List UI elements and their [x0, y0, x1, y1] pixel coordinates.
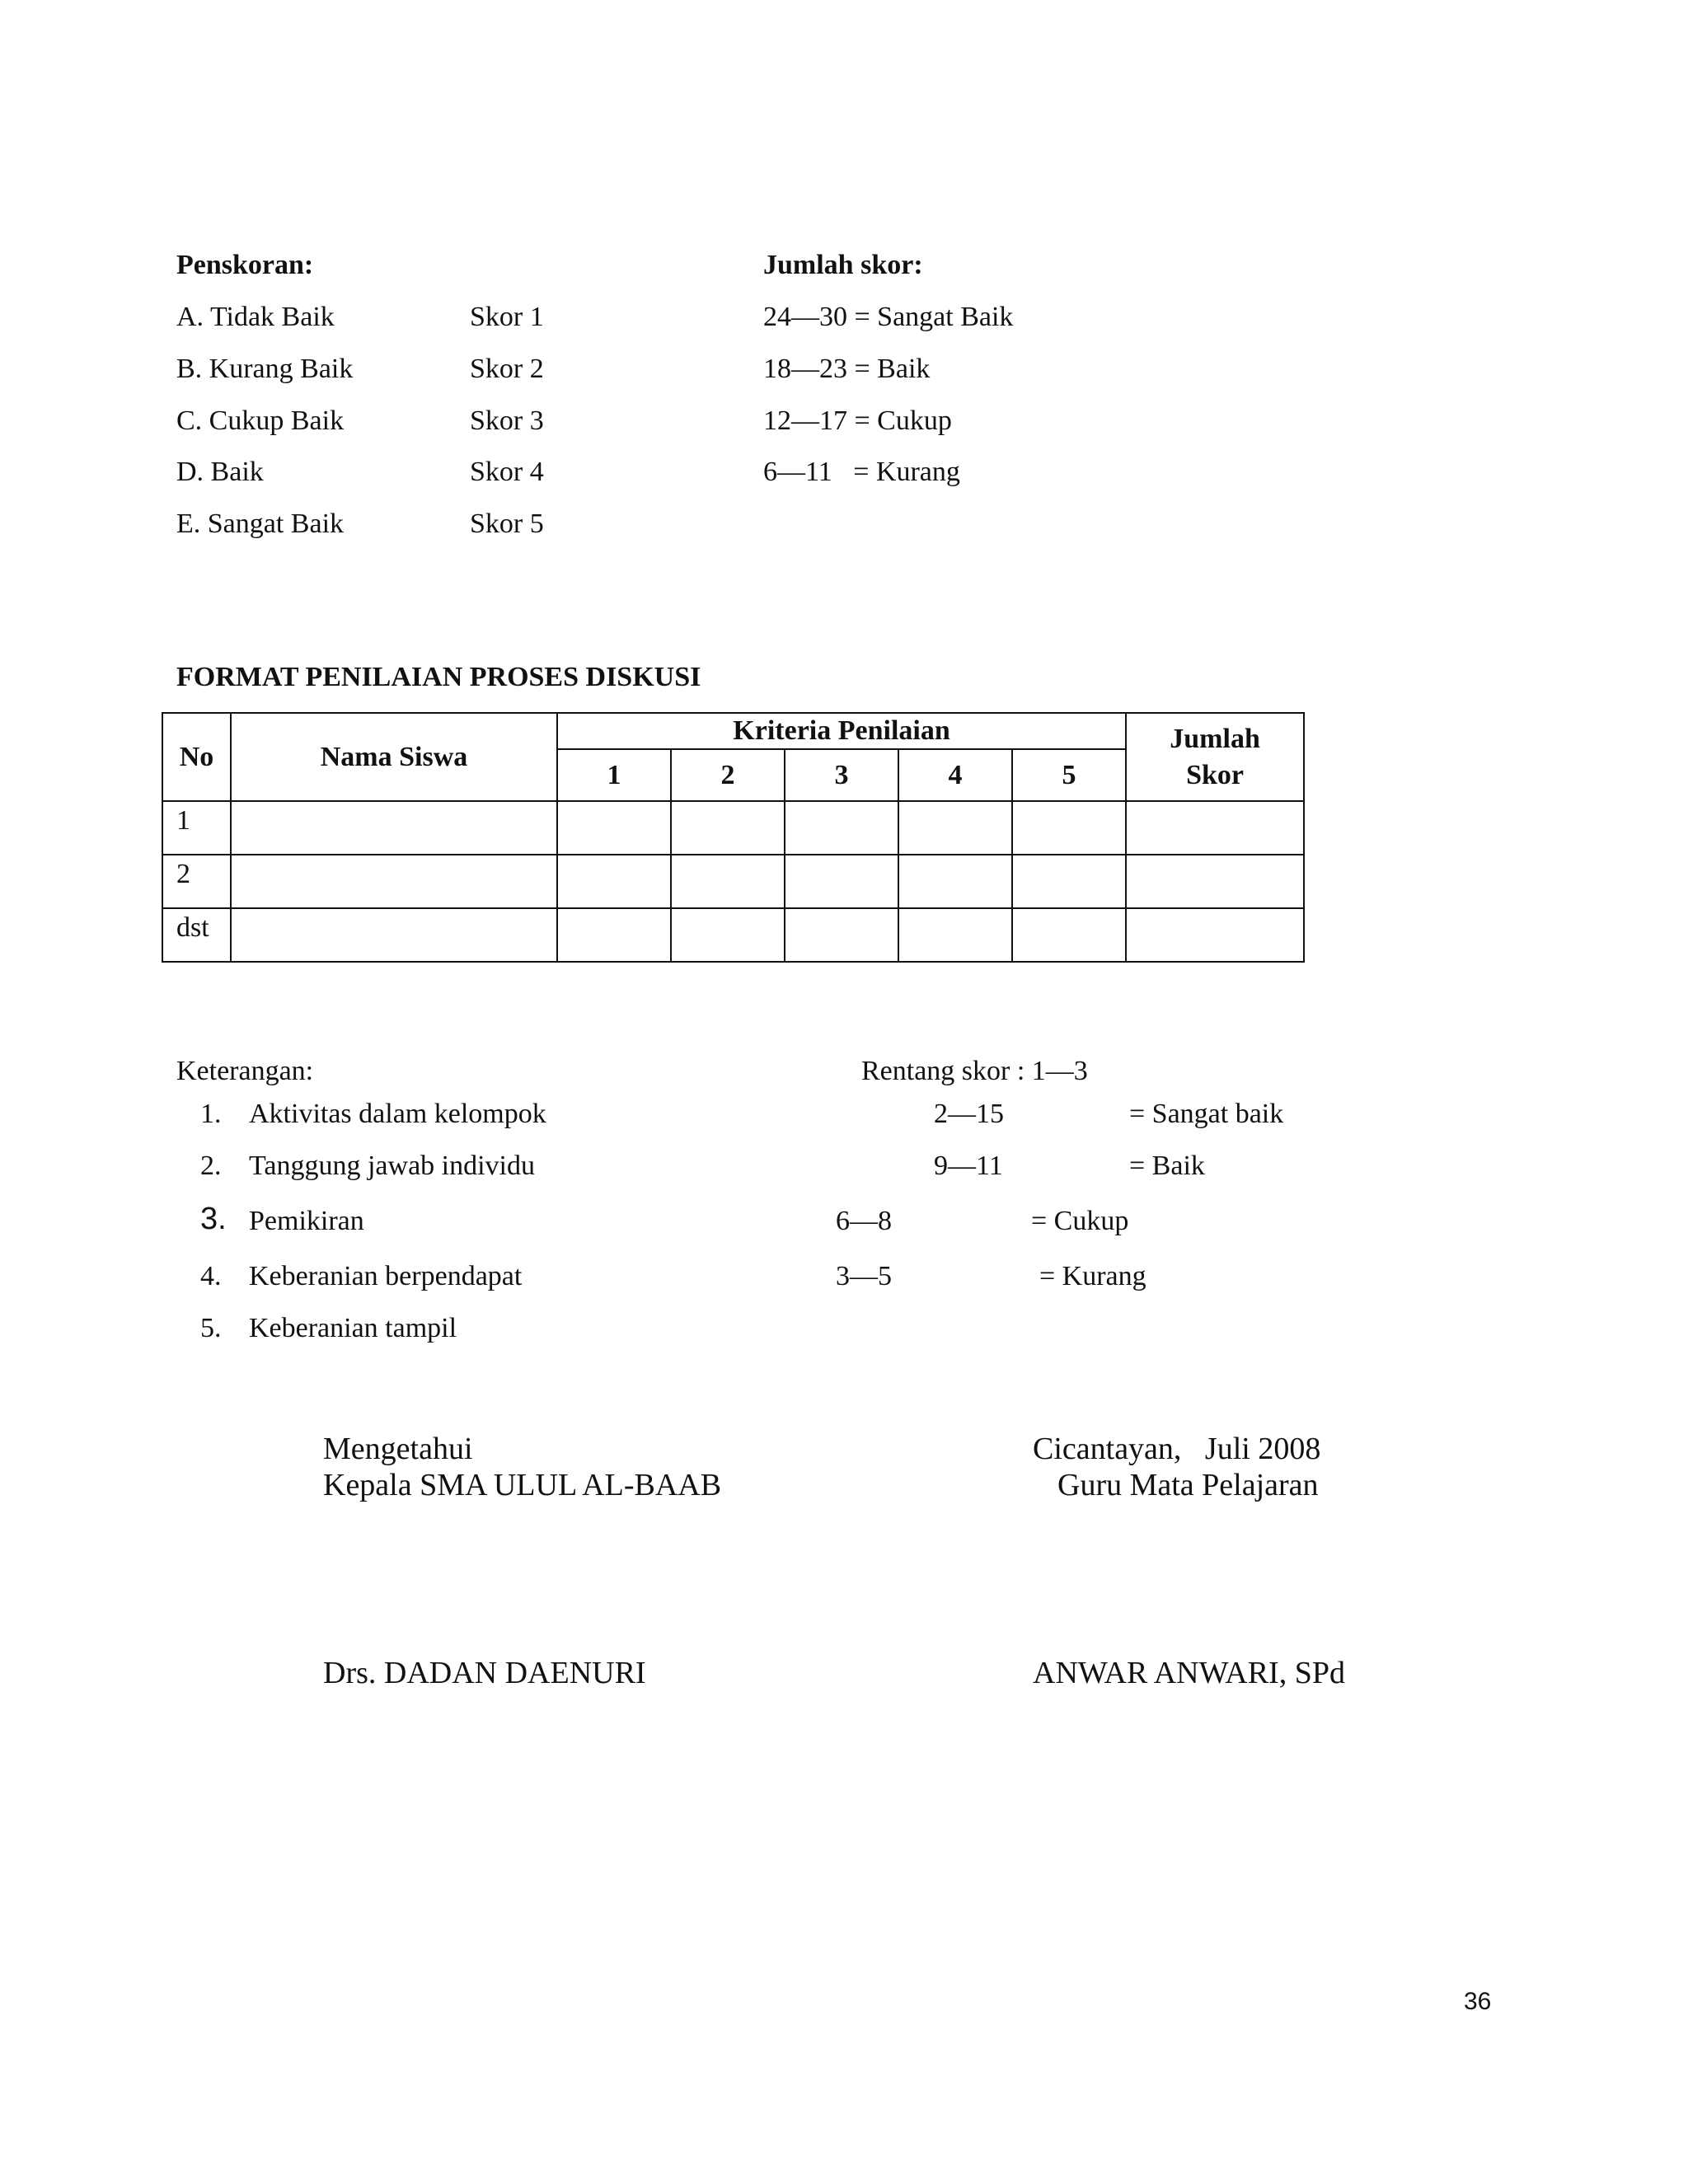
scoring-item-score: Skor 1 — [470, 302, 544, 332]
header-criteria-1: 1 — [557, 749, 671, 801]
signature-right-name: ANWAR ANWARI, SPd — [1033, 1656, 1345, 1690]
total-score-range: 24—30 = Sangat Baik — [763, 302, 1014, 332]
total-cell — [1126, 801, 1304, 855]
scoring-item-label: A. Tidak Baik — [176, 302, 335, 332]
signature-left-name: Drs. DADAN DAENURI — [323, 1656, 646, 1690]
criteria-cell — [785, 908, 898, 962]
total-score-range: 12—17 = Cukup — [763, 405, 952, 436]
scoring-item-label: E. Sangat Baik — [176, 509, 345, 539]
scoring-item-label: B. Kurang Baik — [176, 354, 354, 384]
notes-title: Keterangan: — [176, 1056, 314, 1086]
criteria-cell — [898, 801, 1012, 855]
range-title: Rentang skor : 1—3 — [861, 1056, 1088, 1086]
header-total-line2: Skor — [1186, 759, 1245, 790]
total-score-range: 6—11 = Kurang — [763, 457, 960, 487]
criteria-cell — [557, 801, 671, 855]
note-number: 2. — [200, 1151, 222, 1181]
scoring-item-score: Skor 4 — [470, 457, 544, 487]
name-cell — [231, 855, 557, 908]
total-cell — [1126, 908, 1304, 962]
signature-left-line1: Mengetahui — [323, 1432, 473, 1466]
header-criteria-3: 3 — [785, 749, 898, 801]
header-student-name: Nama Siswa — [231, 713, 557, 801]
note-label: Tanggung jawab individu — [249, 1151, 536, 1181]
header-total — [1126, 713, 1304, 801]
criteria-cell — [671, 908, 785, 962]
header-criteria-4: 4 — [898, 749, 1012, 801]
note-label: Aktivitas dalam kelompok — [249, 1099, 546, 1129]
scoring-item-score: Skor 5 — [470, 509, 544, 539]
note-number: 1. — [200, 1099, 222, 1129]
scoring-item-label: C. Cukup Baik — [176, 405, 345, 436]
table-row — [162, 801, 1304, 855]
header-criteria-5: 5 — [1012, 749, 1126, 801]
note-range: 2—15 — [934, 1099, 1004, 1129]
row-number: dst — [162, 908, 231, 962]
name-cell — [231, 908, 557, 962]
format-title: FORMAT PENILAIAN PROSES DISKUSI — [176, 662, 701, 692]
page-number: 36 — [1464, 1988, 1492, 2015]
criteria-cell — [785, 801, 898, 855]
note-result: = Kurang — [1039, 1261, 1146, 1291]
note-label: Keberanian tampil — [249, 1313, 457, 1343]
assessment-table — [162, 712, 1305, 963]
total-score-range: 18—23 = Baik — [763, 354, 931, 384]
row-number: 2 — [162, 855, 231, 908]
criteria-cell — [557, 908, 671, 962]
note-result: = Baik — [1129, 1151, 1205, 1181]
table-row — [162, 908, 1304, 962]
note-number: 5. — [200, 1313, 222, 1343]
header-no: No — [162, 713, 231, 801]
signature-left-line2: Kepala SMA ULUL AL-BAAB — [323, 1468, 722, 1502]
note-number: 4. — [200, 1261, 222, 1291]
note-result: = Cukup — [1031, 1206, 1129, 1236]
name-cell — [231, 801, 557, 855]
scoring-title: Penskoran: — [176, 250, 314, 280]
signature-right-line1: Cicantayan, Juli 2008 — [1033, 1432, 1321, 1466]
note-label: Pemikiran — [249, 1206, 364, 1236]
total-score-title: Jumlah skor: — [763, 250, 923, 280]
header-total-line1: Jumlah — [1170, 723, 1260, 754]
note-range: 3—5 — [836, 1261, 892, 1291]
note-result: = Sangat baik — [1129, 1099, 1284, 1129]
note-range: 6—8 — [836, 1206, 892, 1236]
criteria-cell — [1012, 855, 1126, 908]
scoring-item-score: Skor 3 — [470, 405, 544, 436]
note-range: 9—11 — [934, 1151, 1003, 1181]
scoring-item-score: Skor 2 — [470, 354, 544, 384]
scoring-item-label: D. Baik — [176, 457, 264, 487]
criteria-cell — [557, 855, 671, 908]
header-criteria: Kriteria Penilaian — [557, 713, 1126, 749]
criteria-cell — [1012, 908, 1126, 962]
row-number: 1 — [162, 801, 231, 855]
header-criteria-2: 2 — [671, 749, 785, 801]
criteria-cell — [785, 855, 898, 908]
total-cell — [1126, 855, 1304, 908]
criteria-cell — [898, 855, 1012, 908]
criteria-cell — [671, 801, 785, 855]
criteria-cell — [1012, 801, 1126, 855]
criteria-cell — [671, 855, 785, 908]
table-row — [162, 855, 1304, 908]
note-label: Keberanian berpendapat — [249, 1261, 523, 1291]
note-number: 3. — [200, 1202, 227, 1236]
criteria-cell — [898, 908, 1012, 962]
signature-right-line2: Guru Mata Pelajaran — [1057, 1468, 1319, 1502]
